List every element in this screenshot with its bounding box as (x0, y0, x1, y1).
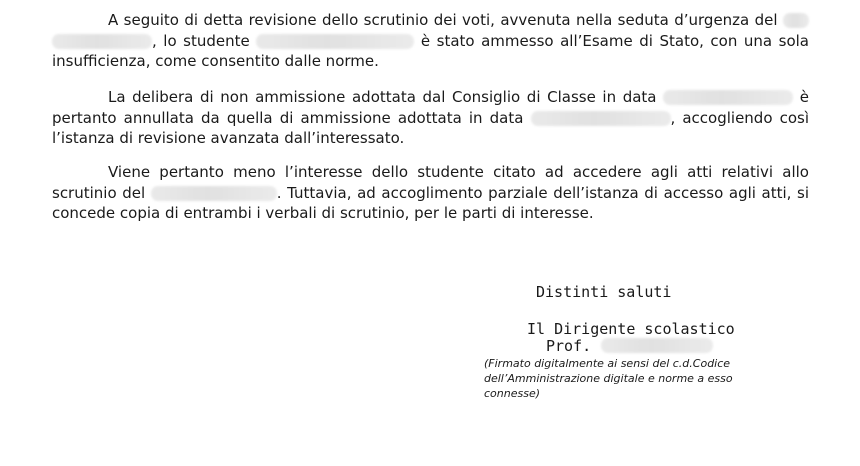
paragraph-3-text-a: Viene pertanto meno l’interesse dello studente citato ad accedere agli atti relativi allo scrutinio del (52, 163, 809, 202)
paragraph-1-text-b: , lo studente (152, 31, 250, 50)
paragraph-2-text-b: è pertanto annullata da quella di ammissione adottata in data (52, 88, 809, 127)
digital-signature-note: (Firmato digitalmente ai sensi del c.d.Codice dell’Amministrazione digitale e norme a esso connesse) (484, 357, 733, 400)
closing-greeting: Distinti saluti (536, 283, 672, 301)
paragraph-2-text-a: La delibera di non ammissione adottata dal Consiglio di Classe in data (108, 88, 657, 106)
paragraph-1-text-c: è stato ammesso all’Esame di Stato, con una sola insufficienza, come consentito dalle norme. (52, 31, 809, 70)
paragraph-2-text-c: , accogliendo così l’istanza di revisione avanzata dall’interessato. (52, 108, 809, 147)
signer-name-line (546, 337, 713, 355)
redacted-admission-date (531, 111, 671, 126)
paragraph-access-request (52, 162, 809, 224)
paragraph-3-text-b: . Tuttavia, ad accoglimento parziale dell’istanza di accesso agli atti, si concede copia di entrambi i verbali di scrutinio, per le parti di interesse. (52, 183, 809, 222)
paragraph-revision-outcome (52, 10, 809, 72)
redacted-scrutiny-date (151, 186, 277, 201)
paragraph-1-text-a: A seguito di detta revisione dello scrutinio dei voti, avvenuta nella seduta d’urgenza del (108, 11, 778, 29)
redacted-date-continued (52, 34, 152, 49)
signer-prefix: Prof. (546, 337, 592, 355)
signer-role: Il Dirigente scolastico (527, 320, 735, 338)
paragraph-annulment (52, 87, 809, 149)
redacted-signer-name (601, 338, 713, 353)
redacted-date (783, 13, 809, 28)
redacted-council-date (663, 90, 793, 105)
redacted-student-name (256, 34, 414, 49)
